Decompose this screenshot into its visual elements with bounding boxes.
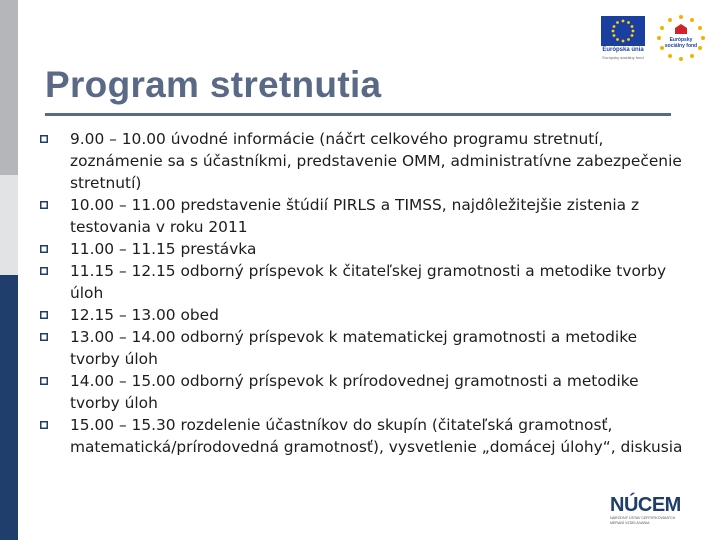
side-bar-grey-segment [0, 0, 18, 175]
eu-logo-subtitle: Európsky sociálny fond [602, 55, 644, 60]
agenda-item [38, 304, 683, 326]
eu-logo-name: Európska únia [602, 47, 644, 53]
square-bullet-icon [40, 267, 48, 275]
esf-logo [655, 14, 707, 62]
agenda-item [38, 260, 683, 304]
square-bullet-icon [40, 245, 48, 253]
agenda-item [38, 326, 683, 370]
agenda-item-text: 9.00 – 10.00 úvodné informácie (náčrt celkového programu stretnutí, zoznámenie sa s účastníkmi, predstavenie OMM, administratívne zabezpečenie stretnutí) [70, 130, 682, 192]
agenda-item-text: 11.15 – 12.15 odborný príspevok k čitateľskej gramotnosti a metodike tvorby úloh [70, 262, 667, 302]
agenda-item [38, 238, 683, 260]
agenda-item [38, 370, 683, 414]
side-bar-navy-segment [0, 275, 18, 540]
side-color-bar [0, 0, 18, 540]
eu-logo [597, 16, 649, 64]
nucem-logo-subtitle: NÁRODNÝ ÚSTAV CERTIFIKOVANÝCH MERANÍ VZDELÁVANIA [610, 516, 676, 525]
square-bullet-icon [40, 311, 48, 319]
agenda-item [38, 414, 683, 458]
eu-flag-icon [601, 16, 645, 46]
square-bullet-icon [40, 201, 48, 209]
agenda-item-text: 11.00 – 11.15 prestávka [70, 240, 257, 258]
square-bullet-icon [40, 377, 48, 385]
agenda-item-text: 13.00 – 14.00 odborný príspevok k matematickej gramotnosti a metodike tvorby úloh [70, 328, 638, 368]
square-bullet-icon [40, 333, 48, 341]
square-bullet-icon [40, 135, 48, 143]
eu-stars-icon [601, 16, 645, 46]
agenda-item-text: 12.15 – 13.00 obed [70, 306, 219, 324]
nucem-logo [600, 494, 686, 528]
nucem-logo-name: NÚCEM [610, 494, 681, 516]
agenda-list [38, 128, 683, 458]
agenda-item-text: 14.00 – 15.00 odborný príspevok k prírodovednej gramotnosti a metodike tvorby úloh [70, 372, 639, 412]
agenda-item [38, 128, 683, 194]
esf-logo-name: Európsky sociálny fond [664, 37, 698, 49]
page-title: Program stretnutia [45, 64, 382, 105]
side-bar-light-segment [0, 175, 18, 275]
agenda-item-text: 15.00 – 15.30 rozdelenie účastníkov do skupín (čitateľská gramotnosť, matematická/prírodovedná gramotnosť), vysvetlenie „domácej úlohy“, diskusia [70, 416, 683, 456]
square-bullet-icon [40, 421, 48, 429]
agenda-item-text: 10.00 – 11.00 predstavenie štúdií PIRLS a TIMSS, najdôležitejšie zistenia z testovania v roku 2011 [70, 196, 640, 236]
title-underline [45, 113, 671, 116]
agenda-item [38, 194, 683, 238]
